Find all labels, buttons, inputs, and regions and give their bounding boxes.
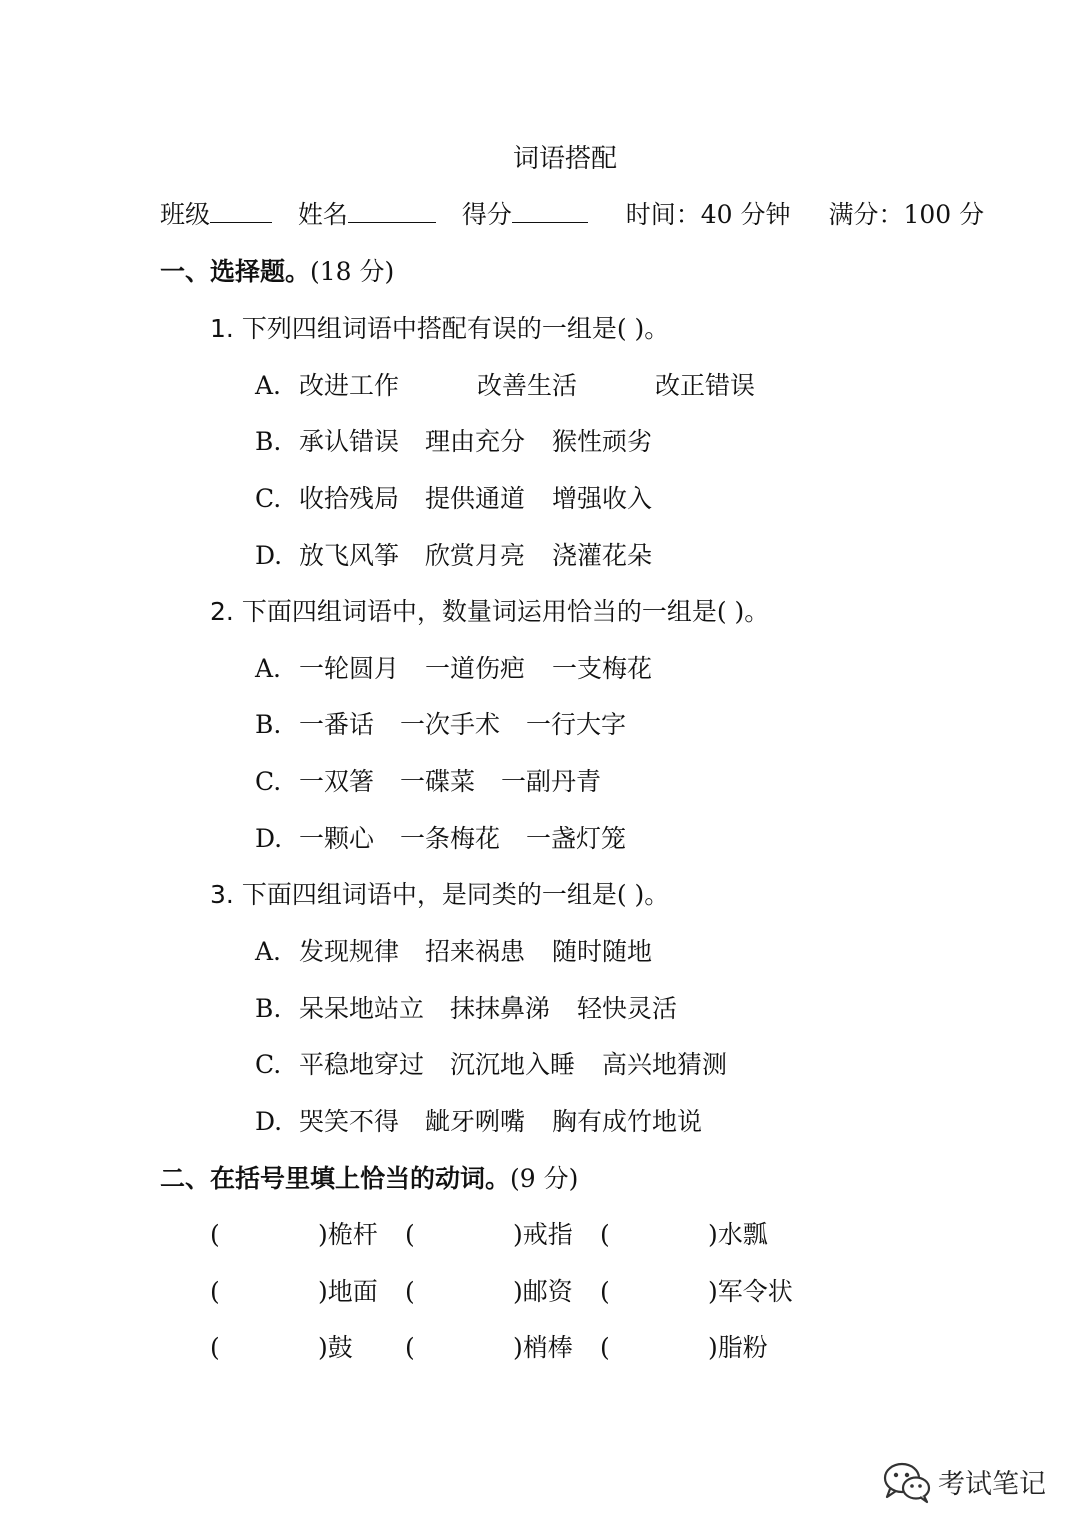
fill-blank[interactable]: ( (405, 1220, 415, 1249)
option-letter: B. (255, 427, 282, 456)
q2-option-a (255, 652, 653, 686)
option-word: 提供通道 (425, 484, 526, 513)
time-text: 时间：40 分钟 (625, 200, 791, 229)
q3-option-a (255, 935, 653, 969)
option-word: 随时随地 (552, 937, 653, 966)
section1-score: (18 分) (310, 257, 395, 286)
fill-word: 鼓 (327, 1333, 353, 1362)
option-word: 一次手术 (400, 710, 501, 739)
q1-option-c (255, 482, 653, 516)
option-word: 一碟菜 (400, 767, 476, 796)
option-word: 浇灌花朵 (552, 541, 653, 570)
fill-item: )戒指 (513, 1220, 573, 1249)
name-label: 姓名 (297, 200, 348, 229)
option-word: 平稳地穿过 (299, 1050, 425, 1079)
fill-blank[interactable]: ( (210, 1333, 220, 1362)
option-letter: D. (255, 824, 283, 853)
section2-title: 二、在括号里填上恰当的动词。 (160, 1164, 511, 1193)
fill-word: 桅杆 (327, 1220, 378, 1249)
fill-word: 脂粉 (717, 1333, 768, 1362)
fill-item: )桅杆 (318, 1220, 378, 1249)
fill-blank[interactable]: ( (600, 1333, 610, 1362)
option-word: 放飞风筝 (299, 541, 400, 570)
fill-word: 戒指 (522, 1220, 573, 1249)
question-2-stem (210, 595, 769, 629)
option-word: 高兴地猜测 (602, 1050, 728, 1079)
fill-word: 梢棒 (522, 1333, 573, 1362)
option-word: 增强收入 (552, 484, 653, 513)
option-word: 抹抹鼻涕 (450, 994, 551, 1023)
option-word: 呆呆地站立 (299, 994, 425, 1023)
option-letter: D. (255, 1107, 283, 1136)
question-text: 下面四组词语中，是同类的一组是( )。 (241, 880, 670, 909)
fill-item: )水瓢 (708, 1220, 768, 1249)
class-label: 班级 (160, 200, 211, 229)
option-word: 一副丹青 (501, 767, 602, 796)
option-word: 一轮圆月 (299, 654, 400, 683)
question-number: 3. (210, 880, 234, 909)
q2-option-b (255, 708, 627, 742)
option-word: 欣赏月亮 (425, 541, 526, 570)
option-letter: A. (255, 654, 282, 683)
option-word: 招来祸患 (425, 937, 526, 966)
option-word: 一道伤疤 (425, 654, 526, 683)
q1-option-a (255, 369, 756, 403)
section2-score: (9 分) (510, 1164, 579, 1193)
option-word: 一番话 (299, 710, 375, 739)
option-word: 理由充分 (425, 427, 526, 456)
header-info (160, 198, 984, 232)
section2-heading (160, 1162, 578, 1196)
option-letter: C. (255, 1050, 282, 1079)
option-word: 龇牙咧嘴 (425, 1107, 526, 1136)
q1-option-d (255, 539, 653, 573)
fill-item: )鼓 (318, 1333, 353, 1362)
option-letter: C. (255, 767, 282, 796)
option-word: 胸有成竹地说 (552, 1107, 703, 1136)
option-letter: A. (255, 937, 282, 966)
fill-blank[interactable]: ( (600, 1220, 610, 1249)
fill-blank[interactable]: ( (210, 1220, 220, 1249)
option-letter: B. (255, 710, 282, 739)
option-letter: D. (255, 541, 283, 570)
wechat-icon (882, 1460, 932, 1504)
option-word: 一条梅花 (400, 824, 501, 853)
page-title: 词语搭配 (512, 144, 617, 174)
option-word: 改善生活 (477, 371, 578, 400)
option-word: 哭笑不得 (299, 1107, 400, 1136)
q2-option-d (255, 822, 627, 856)
name-blank (348, 221, 436, 223)
fill-word: 水瓢 (717, 1220, 768, 1249)
q2-option-c (255, 765, 602, 799)
option-letter: C. (255, 484, 282, 513)
option-word: 一双箸 (299, 767, 375, 796)
fill-blank[interactable]: ( (405, 1333, 415, 1362)
class-blank (210, 221, 272, 223)
option-word: 承认错误 (299, 427, 400, 456)
fill-word: 地面 (327, 1277, 378, 1306)
fill-item: )地面 (318, 1277, 378, 1306)
option-word: 轻快灵活 (577, 994, 678, 1023)
q3-option-b (255, 992, 678, 1026)
q3-option-c (255, 1048, 728, 1082)
fill-blank[interactable]: ( (405, 1277, 415, 1306)
fill-item: )邮资 (513, 1277, 573, 1306)
option-word: 沉沉地入睡 (450, 1050, 576, 1079)
fill-word: 邮资 (522, 1277, 573, 1306)
question-number: 1. (210, 314, 234, 343)
option-word: 改进工作 (299, 371, 400, 400)
option-word: 一颗心 (299, 824, 375, 853)
watermark-text: 考试笔记 (938, 1469, 1046, 1500)
question-text: 下列四组词语中搭配有误的一组是( )。 (241, 314, 670, 343)
question-3-stem (210, 878, 669, 912)
fill-word: 军令状 (717, 1277, 793, 1306)
question-1-stem (210, 312, 669, 346)
option-word: 改正错误 (655, 371, 756, 400)
option-word: 一行大字 (526, 710, 627, 739)
fill-item: )脂粉 (708, 1333, 768, 1362)
question-number: 2. (210, 597, 234, 626)
fill-item: )军令状 (708, 1277, 793, 1306)
score-blank (512, 221, 588, 223)
watermark (882, 1456, 1052, 1506)
q3-option-d (255, 1105, 703, 1139)
section1-heading (160, 255, 394, 289)
option-word: 一盏灯笼 (526, 824, 627, 853)
option-word: 一支梅花 (552, 654, 653, 683)
fill-blank[interactable]: ( (600, 1277, 610, 1306)
section1-title: 一、选择题。 (160, 257, 311, 286)
fill-item: )梢棒 (513, 1333, 573, 1362)
full-score-text: 满分：100 分 (828, 200, 985, 229)
option-word: 猴性顽劣 (552, 427, 653, 456)
q1-option-b (255, 425, 653, 459)
option-word: 收拾残局 (299, 484, 400, 513)
fill-blank[interactable]: ( (210, 1277, 220, 1306)
option-letter: A. (255, 371, 282, 400)
option-letter: B. (255, 994, 282, 1023)
score-label: 得分 (461, 200, 512, 229)
question-text: 下面四组词语中，数量词运用恰当的一组是( )。 (241, 597, 770, 626)
option-word: 发现规律 (299, 937, 400, 966)
